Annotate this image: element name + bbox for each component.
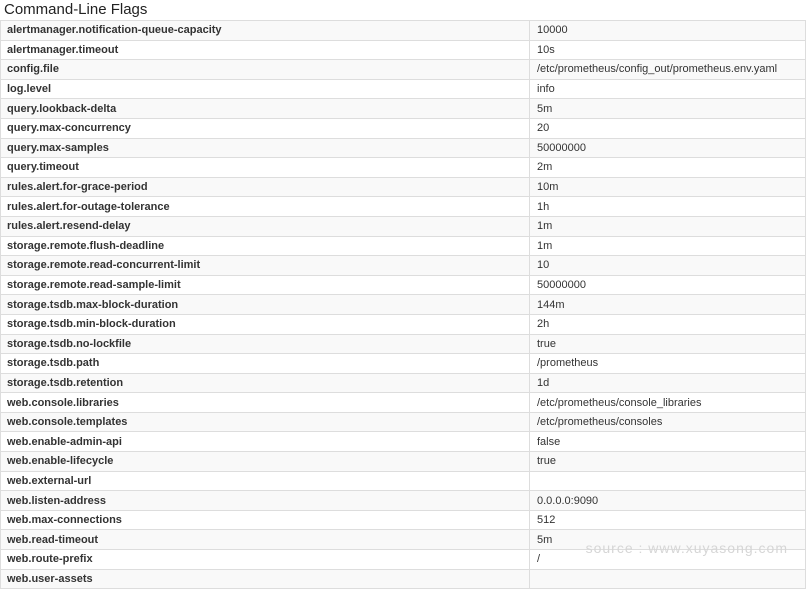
flag-name-cell: web.user-assets [1, 569, 530, 589]
table-row [1, 99, 806, 119]
flag-value-cell: /etc/prometheus/consoles [530, 412, 806, 432]
flag-value-cell: 10000 [530, 21, 806, 41]
flag-value-cell: 20 [530, 118, 806, 138]
flag-name-cell: query.max-samples [1, 138, 530, 158]
table-row [1, 432, 806, 452]
flag-name-cell: web.enable-lifecycle [1, 452, 530, 472]
flag-name-cell: web.read-timeout [1, 530, 530, 550]
flag-value-cell: 512 [530, 510, 806, 530]
flag-value-cell: 1m [530, 216, 806, 236]
table-row [1, 314, 806, 334]
flag-name-cell: rules.alert.resend-delay [1, 216, 530, 236]
table-row [1, 138, 806, 158]
flag-value-cell: / [530, 550, 806, 570]
flag-name-cell: query.timeout [1, 158, 530, 178]
table-row [1, 510, 806, 530]
flag-name-cell: log.level [1, 79, 530, 99]
table-row [1, 550, 806, 570]
flag-name-cell: storage.tsdb.max-block-duration [1, 295, 530, 315]
flag-value-cell: 2m [530, 158, 806, 178]
table-row [1, 21, 806, 41]
table-row [1, 354, 806, 374]
table-row [1, 393, 806, 413]
table-row [1, 197, 806, 217]
flag-value-cell: 2h [530, 314, 806, 334]
table-row [1, 118, 806, 138]
flag-value-cell: true [530, 334, 806, 354]
flag-value-cell: 10s [530, 40, 806, 60]
page-title: Command-Line Flags [4, 1, 148, 18]
flag-value-cell: 5m [530, 99, 806, 119]
flag-value-cell: 5m [530, 530, 806, 550]
flag-name-cell: web.console.libraries [1, 393, 530, 413]
flag-name-cell: web.listen-address [1, 491, 530, 511]
flag-value-cell: 1d [530, 373, 806, 393]
table-row [1, 452, 806, 472]
flag-name-cell: storage.tsdb.retention [1, 373, 530, 393]
flag-name-cell: storage.tsdb.path [1, 354, 530, 374]
flag-name-cell: alertmanager.timeout [1, 40, 530, 60]
table-row [1, 60, 806, 80]
table-row [1, 256, 806, 276]
table-row [1, 530, 806, 550]
flag-value-cell: false [530, 432, 806, 452]
flag-name-cell: rules.alert.for-outage-tolerance [1, 197, 530, 217]
flag-value-cell: 1m [530, 236, 806, 256]
flags-table-body [1, 21, 806, 589]
flag-value-cell: 10m [530, 177, 806, 197]
flag-name-cell: config.file [1, 60, 530, 80]
flag-name-cell: web.console.templates [1, 412, 530, 432]
flag-name-cell: web.route-prefix [1, 550, 530, 570]
flag-value-cell: 50000000 [530, 138, 806, 158]
flag-name-cell: storage.tsdb.no-lockfile [1, 334, 530, 354]
flag-name-cell: storage.remote.read-concurrent-limit [1, 256, 530, 276]
flag-name-cell: rules.alert.for-grace-period [1, 177, 530, 197]
table-row [1, 295, 806, 315]
flag-name-cell: storage.remote.flush-deadline [1, 236, 530, 256]
flag-value-cell: true [530, 452, 806, 472]
table-row [1, 158, 806, 178]
flags-table [0, 20, 806, 589]
flag-value-cell: /etc/prometheus/console_libraries [530, 393, 806, 413]
table-row [1, 79, 806, 99]
watermark: source : www.xuyasong.com [585, 540, 788, 556]
table-row [1, 471, 806, 491]
flag-value-cell: 50000000 [530, 275, 806, 295]
flag-name-cell: web.max-connections [1, 510, 530, 530]
flag-name-cell: storage.remote.read-sample-limit [1, 275, 530, 295]
flag-value-cell: 0.0.0.0:9090 [530, 491, 806, 511]
flag-value-cell: /etc/prometheus/config_out/prometheus.env.yaml [530, 60, 806, 80]
flag-value-cell: info [530, 79, 806, 99]
table-row [1, 236, 806, 256]
table-row [1, 275, 806, 295]
flag-value-cell: /prometheus [530, 354, 806, 374]
flag-value-cell: 144m [530, 295, 806, 315]
flag-name-cell: query.lookback-delta [1, 99, 530, 119]
flag-value-cell: 10 [530, 256, 806, 276]
flag-name-cell: storage.tsdb.min-block-duration [1, 314, 530, 334]
table-row [1, 216, 806, 236]
flag-name-cell: web.enable-admin-api [1, 432, 530, 452]
flag-name-cell: query.max-concurrency [1, 118, 530, 138]
flag-name-cell: alertmanager.notification-queue-capacity [1, 21, 530, 41]
table-row [1, 334, 806, 354]
table-row [1, 491, 806, 511]
table-row [1, 177, 806, 197]
flag-name-cell: web.external-url [1, 471, 530, 491]
flag-value-cell: 1h [530, 197, 806, 217]
table-row [1, 412, 806, 432]
table-row [1, 569, 806, 589]
table-row [1, 40, 806, 60]
flag-value-cell [530, 569, 806, 589]
table-row [1, 373, 806, 393]
flag-value-cell [530, 471, 806, 491]
